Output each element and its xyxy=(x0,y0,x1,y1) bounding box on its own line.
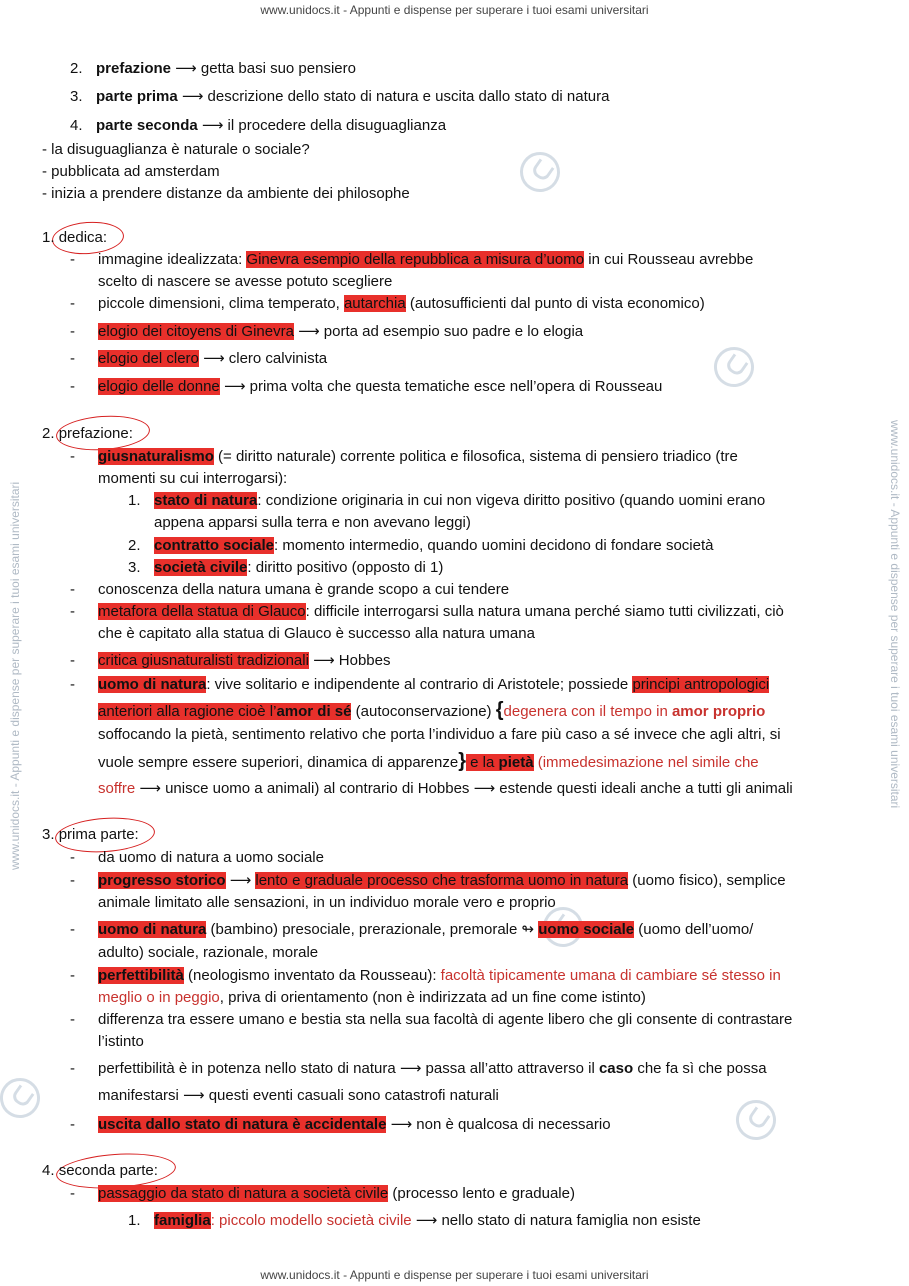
intro-note: - inizia a prendere distanze da ambiente dei philosophe xyxy=(42,185,410,202)
section-heading-prima-parte: 3. prima parte: xyxy=(42,826,139,843)
section-heading-dedica: 1. dedica: xyxy=(42,229,108,246)
list-item-text: meglio o in peggio, priva di orientamento (non è indirizzata ad un fine come istinto) xyxy=(98,989,646,1006)
side-watermark-left: www.unidocs.it - Appunti e dispense per superare i tuoi esami universitari xyxy=(8,481,22,870)
list-item-text: da uomo di natura a uomo sociale xyxy=(98,849,324,866)
list-item-text: progresso storico ⟶ lento e graduale processo che trasforma uomo in natura (uomo fisico), semplice xyxy=(98,872,786,889)
footer-banner: www.unidocs.it - Appunti e dispense per superare i tuoi esami universitari xyxy=(260,1268,649,1282)
list-item-text: passaggio da stato di natura a società civile (processo lento e graduale) xyxy=(98,1185,575,1202)
list-item-text: uomo di natura: vive solitario e indipendente al contrario di Aristotele; possiede principi antropologici xyxy=(98,676,770,693)
list-item: - xyxy=(70,1116,75,1133)
list-item-text: conoscenza della natura umana è grande scopo a cui tendere xyxy=(98,581,510,598)
sublist-item: 1. stato di natura: condizione originaria in cui non vigeva diritto positivo (quando uomini erano xyxy=(128,492,766,509)
list-item-text: critica giusnaturalisti tradizionali ⟶ Hobbes xyxy=(98,652,391,669)
list-item-text: manifestarsi ⟶ questi eventi casuali sono catastrofi naturali xyxy=(98,1087,499,1104)
list-item-text: anteriori alla ragione cioè l’amor di sé (autoconservazione) {degenera con il tempo in amor proprio xyxy=(98,699,766,721)
list-item-text: giusnaturalismo (= diritto naturale) corrente politica e filosofica, sistema di pensiero triadico (tre xyxy=(98,448,738,465)
watermark-logo-icon xyxy=(512,144,568,200)
sublist-item: 1. famiglia: piccolo modello società civile ⟶ nello stato di natura famiglia non esiste xyxy=(128,1212,701,1229)
intro-note: - la disuguaglianza è naturale o sociale? xyxy=(42,141,310,158)
intro-item-2: 2. prefazione ⟶ getta basi suo pensiero xyxy=(70,60,356,77)
sublist-item: 3. società civile: diritto positivo (opposto di 1) xyxy=(128,559,444,576)
list-item: - xyxy=(70,448,75,465)
intro-note: - pubblicata ad amsterdam xyxy=(42,163,220,180)
list-item: - xyxy=(70,849,75,866)
list-item-text: immagine idealizzata: Ginevra esempio della repubblica a misura d’uomo in cui Rousseau avrebbe xyxy=(98,251,754,268)
list-item-text: adulto) sociale, razionale, morale xyxy=(98,944,319,961)
list-item: - xyxy=(70,251,75,268)
list-item-text: elogio delle donne ⟶ prima volta che questa tematiche esce nell’opera di Rousseau xyxy=(98,378,663,395)
list-item-text: soffocando la pietà, sentimento relativo che porta l’individuo a fare più caso a sé invece che agli altri, si xyxy=(98,726,781,743)
watermark-logo-icon xyxy=(706,339,762,395)
list-item-text: momenti su cui interrogarsi): xyxy=(98,470,288,487)
list-item: - xyxy=(70,603,75,620)
list-item-text: soffre ⟶ unisce uomo a animali) al contrario di Hobbes ⟶ estende questi ideali anche a tutti gli animali xyxy=(98,780,793,797)
list-item: - xyxy=(70,1060,75,1077)
intro-item-4: 4. parte seconda ⟶ il procedere della disuguaglianza xyxy=(70,117,447,134)
intro-item-3: 3. parte prima ⟶ descrizione dello stato di natura e uscita dallo stato di natura xyxy=(70,88,610,105)
list-item: - xyxy=(70,676,75,693)
list-item-text: vuole sempre essere superiori, dinamica di apparenze} e la pietà (immedesimazione nel simile che xyxy=(98,750,759,772)
list-item: - xyxy=(70,652,75,669)
section-heading-prefazione: 2. prefazione: xyxy=(42,425,133,442)
list-item-text: uscita dallo stato di natura è accidentale ⟶ non è qualcosa di necessario xyxy=(98,1116,611,1133)
list-item-text: elogio del clero ⟶ clero calvinista xyxy=(98,350,328,367)
list-item-text: scelto di nascere se avesse potuto scegliere xyxy=(98,273,393,290)
list-item: - xyxy=(70,1011,75,1028)
list-item-text: che è capitato alla statua di Glauco è successo alla natura umana xyxy=(98,625,535,642)
list-item-text: elogio dei citoyens di Ginevra ⟶ porta ad esempio suo padre e lo elogia xyxy=(98,323,584,340)
section-heading-seconda-parte: 4. seconda parte: xyxy=(42,1162,158,1179)
watermark-logo-icon xyxy=(0,1070,48,1126)
list-item-text: l’istinto xyxy=(98,1033,144,1050)
list-item: - xyxy=(70,323,75,340)
side-watermark-right: www.unidocs.it - Appunti e dispense per superare i tuoi esami universitari xyxy=(888,420,902,809)
list-item: - xyxy=(70,967,75,984)
list-item-text: piccole dimensioni, clima temperato, autarchia (autosufficienti dal punto di vista economico) xyxy=(98,295,705,312)
list-item: - xyxy=(70,921,75,938)
list-item-text: perfettibilità è in potenza nello stato di natura ⟶ passa all’atto attraverso il caso che fa sì che possa xyxy=(98,1060,767,1077)
list-item-text: perfettibilità (neologismo inventato da Rousseau): facoltà tipicamente umana di cambiare sé stesso in xyxy=(98,967,781,984)
list-item: - xyxy=(70,1185,75,1202)
list-item-text: metafora della statua di Glauco: difficile interrogarsi sulla natura umana perché siamo tutti civilizzati, ciò xyxy=(98,603,784,620)
list-item-text: animale limitato alle sensazioni, in un individuo morale vero e proprio xyxy=(98,894,556,911)
sublist-item: 2. contratto sociale: momento intermedio, quando uomini decidono di fondare società xyxy=(128,537,714,554)
header-banner: www.unidocs.it - Appunti e dispense per superare i tuoi esami universitari xyxy=(260,3,649,17)
sublist-item-text: appena apparsi sulla terra e non avevano leggi) xyxy=(154,514,471,531)
list-item-text: uomo di natura (bambino) presociale, prerazionale, premorale ↬ uomo sociale (uomo dell’uomo/ xyxy=(98,921,754,938)
list-item: - xyxy=(70,872,75,889)
list-item: - xyxy=(70,581,75,598)
list-item-text: differenza tra essere umano e bestia sta nella sua facoltà di agente libero che gli consente di contrastare xyxy=(98,1011,793,1028)
list-item: - xyxy=(70,378,75,395)
list-item: - xyxy=(70,350,75,367)
list-item: - xyxy=(70,295,75,312)
watermark-logo-icon xyxy=(728,1092,784,1148)
